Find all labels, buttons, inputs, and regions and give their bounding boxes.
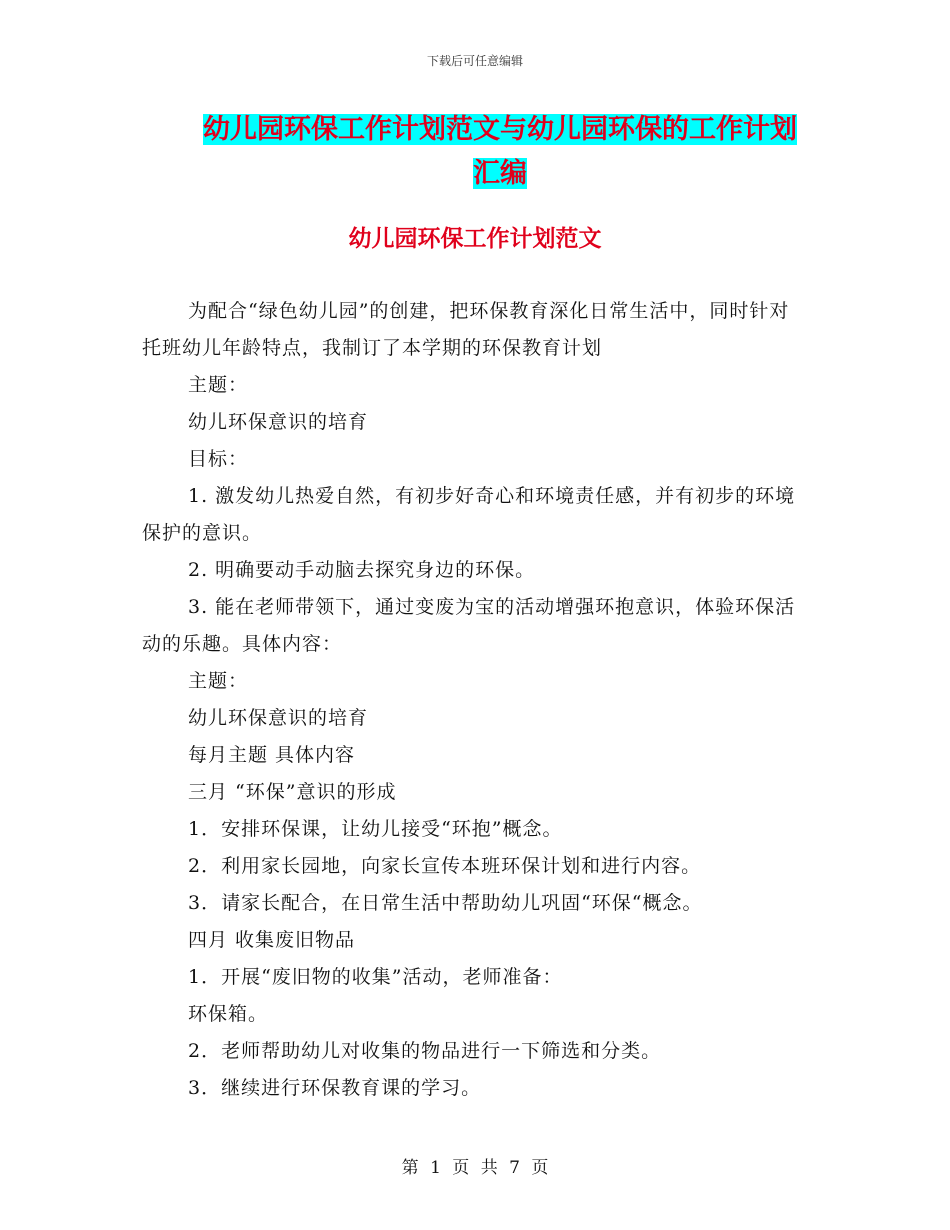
paragraph: 2. 明确要动手动脑去探究身边的环保。 [188, 559, 536, 581]
paragraph: 2．老师帮助幼儿对收集的物品进行一下筛选和分类。 [188, 1040, 662, 1062]
paragraph: 幼儿环保意识的培育 [188, 707, 369, 729]
paragraph: 幼儿环保意识的培育 [188, 411, 369, 433]
paragraph: 主题： [188, 374, 249, 396]
paragraph: 1．安排环保课，让幼儿接受“环抱”概念。 [188, 818, 563, 840]
section-title: 幼儿园环保工作计划范文 [348, 226, 602, 252]
page-footer: 第 1 页 共 7 页 [401, 1158, 549, 1178]
paragraph: 四月 收集废旧物品 [188, 929, 356, 951]
header-note: 下载后可任意编辑 [426, 54, 523, 68]
paragraph: 3．继续进行环保教育课的学习。 [188, 1077, 482, 1099]
paragraph: 主题： [188, 670, 249, 692]
paragraph: 2．利用家长园地，向家长宣传本班环保计划和进行内容。 [188, 855, 702, 877]
paragraph: 1．开展“废旧物的收集”活动，老师准备： [188, 966, 563, 988]
main-title [190, 108, 810, 196]
paragraph: 3. 能在老师带领下，通过变废为宝的活动增强环抱意识，体验环保活动的乐趣。具体内容： [142, 596, 796, 655]
paragraph: 3．请家长配合，在日常生活中帮助幼儿巩固“环保“概念。 [188, 892, 703, 914]
paragraph: 为配合“绿色幼儿园”的创建，把环保教育深化日常生活中，同时针对托班幼儿年龄特点，我制订了本学期的环保教育计划 [142, 300, 790, 359]
main-title-text: 幼儿园环保工作计划范文与幼儿园环保的工作计划汇编 [203, 114, 797, 189]
document-body [142, 293, 802, 1107]
paragraph: 环保箱。 [188, 1003, 269, 1025]
paragraph: 目标： [188, 448, 249, 470]
paragraph: 每月主题 具体内容 [188, 744, 356, 766]
paragraph: 三月 “环保”意识的形成 [188, 781, 397, 803]
paragraph: 1. 激发幼儿热爱自然，有初步好奇心和环境责任感，并有初步的环境保护的意识。 [142, 485, 796, 544]
